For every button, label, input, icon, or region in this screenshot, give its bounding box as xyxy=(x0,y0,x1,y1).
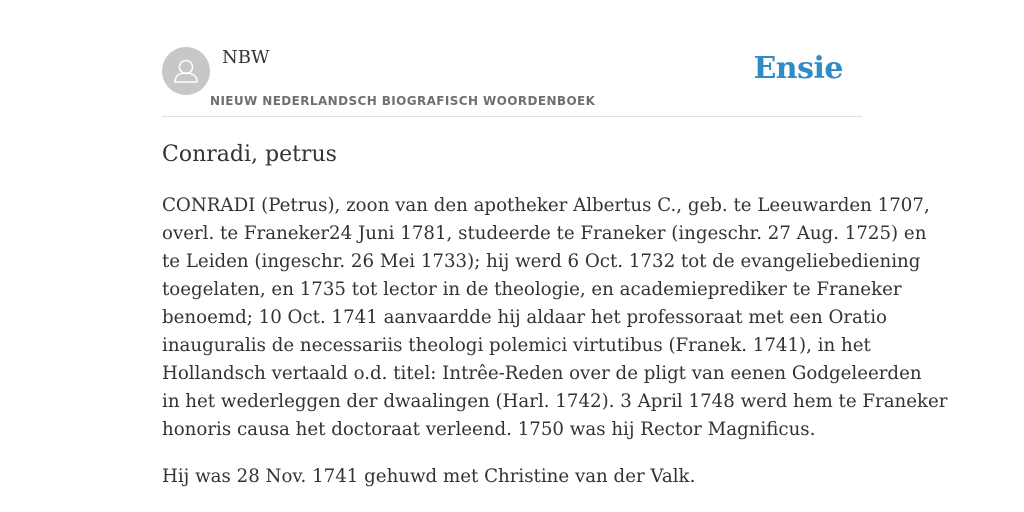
text-line: overl. te Franeker24 Juni 1781, studeerde te Franeker (ingeschr. 27 Aug. 1725) en xyxy=(162,223,927,244)
brand-logo[interactable]: Ensie xyxy=(753,51,843,86)
text-line: in het wederleggen der dwaalingen (Harl. 1742). 3 April 1748 werd hem te Franeker xyxy=(162,391,948,412)
text-line: honoris causa het doctoraat verleend. 1750 was hij Rector Magnificus. xyxy=(162,419,816,440)
article-body xyxy=(162,192,948,510)
text-line: inauguralis de necessariis theologi polemici virtutibus (Franek. 1741), in het xyxy=(162,335,871,356)
source-full-name: NIEUW NEDERLANDSCH BIOGRAFISCH WOORDENBOEK xyxy=(210,94,596,108)
article-page xyxy=(162,0,948,487)
user-icon xyxy=(162,47,210,95)
article-paragraph-2 xyxy=(162,463,867,491)
text-line: benoemd; 10 Oct. 1741 aanvaardde hij aldaar het professoraat met een Oratio xyxy=(162,307,887,328)
text-line: te Leiden (ingeschr. 26 Mei 1733); hij werd 6 Oct. 1732 tot de evangeliebediening xyxy=(162,251,921,272)
text-line: Hij was 28 Nov. 1741 gehuwd met Christine van der Valk. xyxy=(162,466,696,487)
text-line: Hollandsch vertaald o.d. titel: Intrêe-Reden over de pligt van eenen Godgeleerden xyxy=(162,363,922,384)
article-paragraph-1 xyxy=(162,192,948,444)
source-abbreviation[interactable]: NBW xyxy=(222,47,270,68)
text-line: CONRADI (Petrus), zoon van den apotheker Albertus C., geb. te Leeuwarden 1707, xyxy=(162,195,930,216)
article-title: Conradi, petrus xyxy=(162,142,337,167)
source-header xyxy=(162,0,862,117)
text-line: toegelaten, en 1735 tot lector in de theologie, en academieprediker te Franeker xyxy=(162,279,902,300)
source-avatar[interactable] xyxy=(162,47,210,95)
